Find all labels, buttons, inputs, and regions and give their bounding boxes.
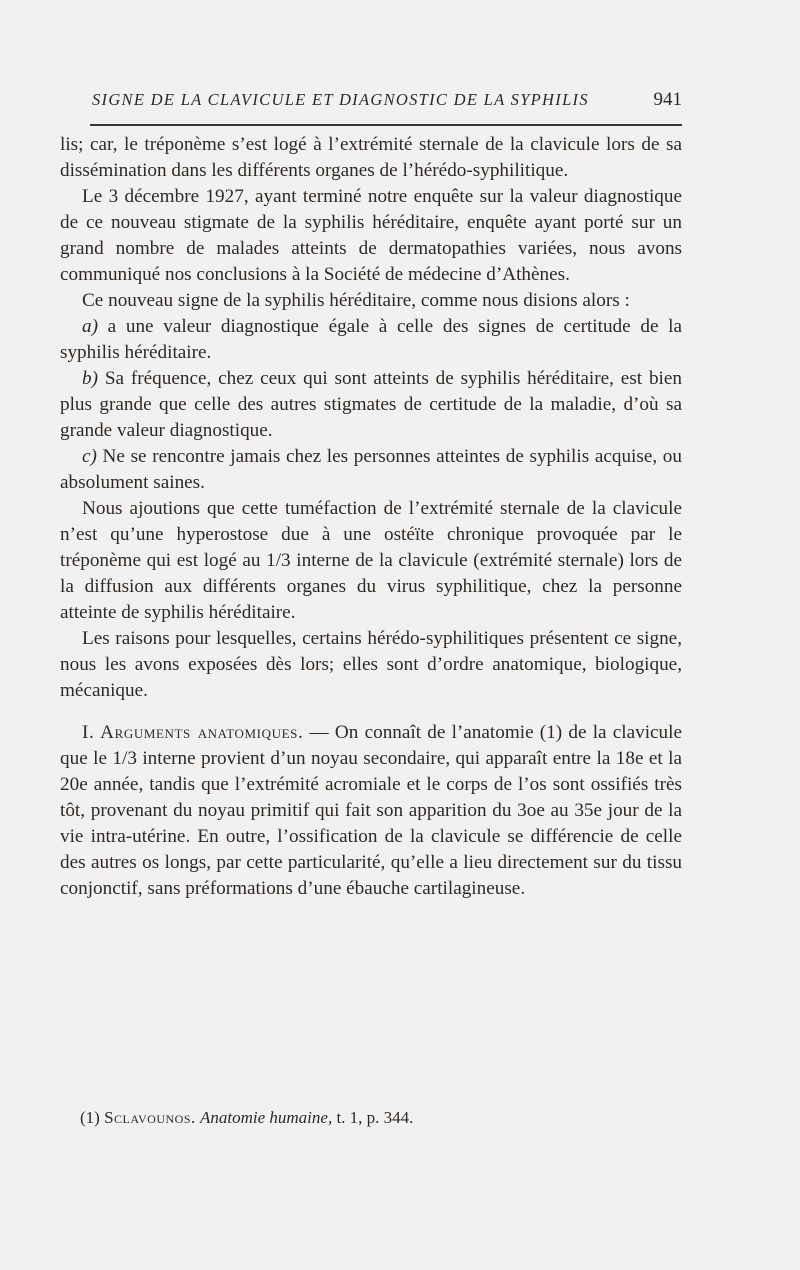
footnote-author: Sclavounos.	[104, 1108, 196, 1127]
list-item-c	[60, 444, 682, 496]
paragraph-continuation: lis; car, le tréponème s’est logé à l’extrémité sternale de la clavicule lors de sa dissémination dans les différents organes de l’hérédo-syphilitique.	[60, 134, 682, 181]
paragraph-enquete: Le 3 décembre 1927, ayant terminé notre enquête sur la valeur diagnostique de ce nouveau stigmate de la syphilis héréditaire, enquête ayant porté sur un grand nombre de malades atteints de dermatopathies variées, nous avons communiqué nos conclusions à la Société de médecine d’Athènes.	[60, 186, 682, 285]
list-item-a-text: a une valeur diagnostique égale à celle des signes de certitude de la syphilis héréditaire.	[60, 316, 682, 363]
body-text	[60, 132, 682, 902]
list-item-a-label: a)	[82, 316, 98, 337]
footnote	[80, 1108, 413, 1128]
paragraph-nouveau-signe: Ce nouveau signe de la syphilis héréditaire, comme nous disions alors :	[82, 290, 630, 311]
list-item-c-text: Ne se rencontre jamais chez les personnes atteintes de syphilis acquise, ou absolument saines.	[60, 446, 682, 493]
list-item-b	[60, 366, 682, 444]
section-text: — On connaît de l’anatomie (1) de la clavicule que le 1/3 interne provient d’un noyau secondaire, qui apparaît entre la 18e et la 20e année, tandis que l’extrémité acromiale et le corps de l’os sont ossifiés très tôt, provenant du noyau primitif qui fait son apparition du 3oe au 35e jour de la vie intra-utérine. En outre, l’ossification de la clavicule se différencie de celle des autres os longs, par cette particularité, qu’elle a lieu directement sur du tissu conjonctif, sans préformations d’une ébauche cartilagineuse.	[60, 722, 682, 899]
running-title: SIGNE DE LA CLAVICULE ET DIAGNOSTIC DE LA SYPHILIS	[92, 90, 589, 109]
footnote-title: Anatomie humaine,	[200, 1108, 333, 1127]
section-arguments-anatomiques	[60, 720, 682, 902]
paragraph-raisons: Les raisons pour lesquelles, certains hérédo-syphilitiques présentent ce signe, nous les avons exposées dès lors; elles sont d’ordre anatomique, biologique, mécanique.	[60, 628, 682, 701]
running-header	[88, 80, 682, 120]
list-item-c-label: c)	[82, 446, 97, 467]
list-item-b-label: b)	[82, 368, 98, 389]
header-rule	[90, 124, 682, 126]
page-number: 941	[653, 89, 682, 110]
list-item-b-text: Sa fréquence, chez ceux qui sont atteints de syphilis héréditaire, est bien plus grande que celle des autres stigmates de certitude de la maladie, d’où sa grande valeur diagnostique.	[60, 368, 682, 441]
list-item-a	[60, 314, 682, 366]
footnote-ref: t. 1, p. 344.	[332, 1108, 414, 1127]
paragraph-hyperostose: Nous ajoutions que cette tuméfaction de l’extrémité sternale de la clavicule n’est qu’une hyperostose due à une ostéïte chronique provoquée par le tréponème qui est logé au 1/3 interne de la clavicule (extrémité sternale) lors de la diffusion aux différents organes du virus syphilitique, chez la personne atteinte de syphilis héréditaire.	[60, 498, 682, 623]
section-heading: I. Arguments anatomiques.	[82, 722, 304, 743]
footnote-number: (1)	[80, 1108, 100, 1127]
